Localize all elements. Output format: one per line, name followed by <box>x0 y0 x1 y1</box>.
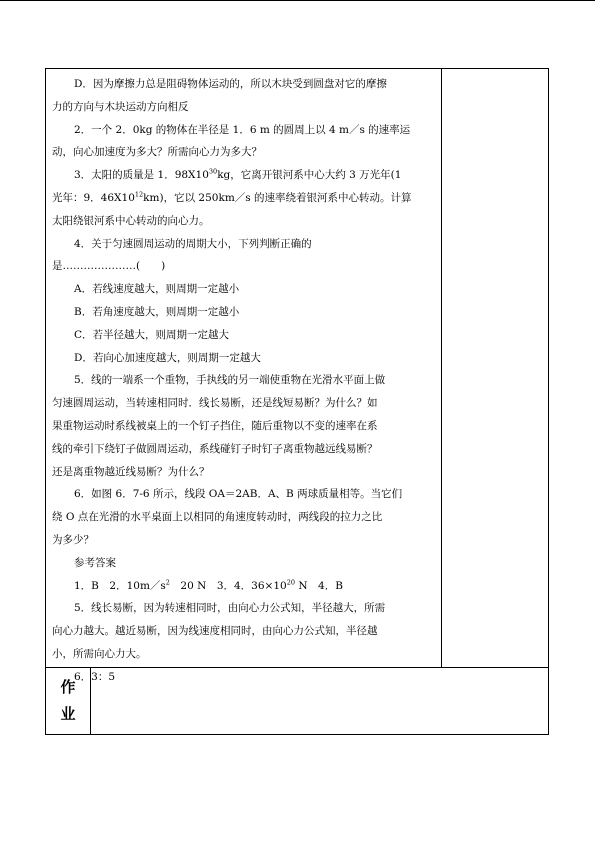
line-text: 1．B 2．10m／s <box>74 579 166 592</box>
text-line <box>52 461 437 484</box>
line-text: km)，它以 250km／s 的速率绕着银河系中心转动。计算 <box>143 191 412 204</box>
line-text: 6．如图 6．7-6 所示，线段 OA＝2AB．A、B 两球质量相等。当它们 <box>74 488 403 501</box>
text-line <box>52 301 437 324</box>
line-text: 动，向心加速度为多大？所需向心力为多大？ <box>52 146 262 159</box>
line-text: 2．一个 2．0kg 的物体在半径是 1．6 m 的圆周上以 4 m／s 的速率运 <box>74 123 411 136</box>
line-text: 线的牵引下绕钉子做圆周运动，系线碰钉子时钉子离重物越远线易断？ <box>52 442 378 455</box>
superscript: 12 <box>134 190 144 199</box>
text-line <box>52 438 437 461</box>
text-line <box>52 255 437 278</box>
text-line <box>52 96 437 119</box>
text-line <box>52 666 437 689</box>
text-line <box>52 347 437 370</box>
text-line <box>52 506 437 529</box>
superscript: 30 <box>208 167 218 176</box>
line-text: 向心力越大。越近易断，因为线速度相同时，由向心力公式知，半径越 <box>52 625 378 638</box>
text-line <box>52 210 437 233</box>
line-text: kg，它离开银河系中心大约 3 万光年(1 <box>217 169 402 182</box>
line-text: N 4．B <box>295 579 343 592</box>
text-line <box>52 73 437 96</box>
superscript: 20 <box>286 578 295 587</box>
line-text: 太阳绕银河系中心转动的向心力。 <box>52 214 210 227</box>
line-text: 3．太阳的质量是 1．98X10 <box>74 169 209 182</box>
line-text: 5．线长易断，因为转速相同时，由向心力公式知，半径越大，所需 <box>74 602 386 615</box>
text-line <box>52 369 437 392</box>
line-text: C．若半径越大，则周期一定越大 <box>74 328 230 341</box>
line-text: 还是离重物越近线易断？为什么？ <box>52 465 210 478</box>
line-text: 参考答案 <box>74 556 116 569</box>
text-line <box>52 278 437 301</box>
line-text: 是…………………( ) <box>52 260 166 273</box>
homework-label-char-2: 业 <box>60 705 76 723</box>
line-text: 光年：9．46X10 <box>52 191 135 204</box>
text-line <box>52 643 437 666</box>
line-text: D．若向心加速度越大，则周期一定越大 <box>74 351 261 364</box>
text-line <box>52 392 437 415</box>
homework-label-char-1: 作 <box>60 678 76 696</box>
text-line <box>52 187 437 210</box>
text-line <box>52 233 437 256</box>
text-line <box>52 324 437 347</box>
line-text: D．因为摩擦力总是阻碍物体运动的，所以木块受到圆盘对它的摩擦 <box>74 78 387 90</box>
line-text: 5．线的一端系一个重物，手执线的另一端使重物在光滑水平面上做 <box>74 374 386 387</box>
text-line <box>52 620 437 643</box>
line-text: 4．关于匀速圆周运动的周期大小，下列判断正确的 <box>74 237 312 250</box>
text-line <box>52 597 437 620</box>
top-rule <box>0 0 595 1</box>
lesson-content <box>52 73 437 689</box>
text-line <box>52 119 437 142</box>
text-line <box>52 164 437 187</box>
line-text: 6．3：5 <box>74 670 116 683</box>
text-line <box>52 415 437 438</box>
text-line <box>52 483 437 506</box>
line-text: 20 N 3．4．36×10 <box>169 579 287 592</box>
right-column-divider <box>441 68 442 668</box>
text-line <box>52 552 437 575</box>
line-text: B．若角速度越大，则周期一定越小 <box>74 305 240 318</box>
line-text: 为多少？ <box>52 533 94 546</box>
line-text: 力的方向与木块运动方向相反 <box>52 100 189 113</box>
line-text: A．若线速度越大，则周期一定越小 <box>74 283 240 296</box>
homework-label <box>46 668 90 734</box>
superscript: 2 <box>165 578 170 587</box>
line-text: 小，所需向心力大。 <box>52 647 147 660</box>
line-text: 绕 O 点在光滑的水平桌面上以相同的角速度转动时，两线段的拉力之比 <box>52 511 383 524</box>
text-line <box>52 141 437 164</box>
text-line <box>52 575 437 598</box>
line-text: 果重物运动时系线被桌上的一个钉子挡住，随后重物以不变的速率在系 <box>52 419 378 432</box>
text-line <box>52 529 437 552</box>
line-text: 匀速圆周运动，当转速相同时．线长易断，还是线短易断？为什么？如 <box>52 397 378 410</box>
